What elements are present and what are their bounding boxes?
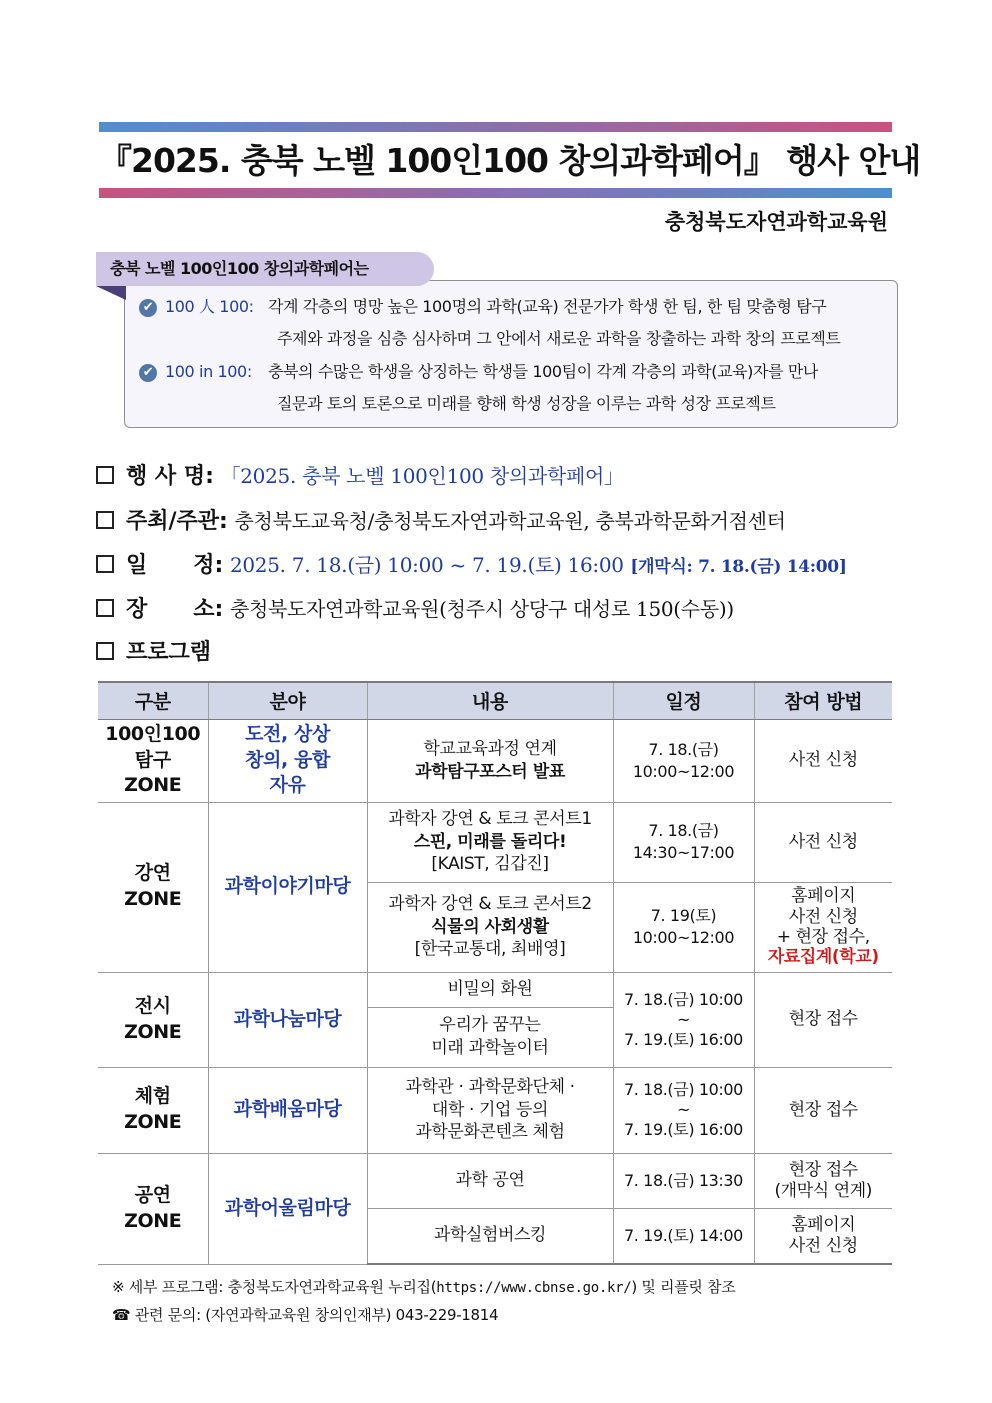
field-cell: 과학나눔마당 <box>208 972 367 1067</box>
zone-label: 100인100 <box>105 723 201 746</box>
intro-item-key: 100 人 100: <box>165 297 254 316</box>
intro-box <box>124 280 898 428</box>
table-row <box>98 972 892 1007</box>
page-title: 『2025. 충북 노벨 100인100 창의과학페어』 행사 안내 <box>99 141 921 180</box>
title-top-bar <box>99 122 892 132</box>
table-row <box>98 719 892 802</box>
content-text: 과학탐구포스터 발표 <box>415 761 565 782</box>
info-event-name <box>96 459 624 490</box>
schedule-text: ~ <box>676 1009 690 1029</box>
intro-item-desc: 충북의 수많은 학생을 상징하는 학생들 100팀이 각계 각층의 과학(교육)자를 만나 <box>268 362 818 381</box>
table-header: 분야 <box>208 682 367 719</box>
content-text: 과학관 · 과학문화단체 · <box>405 1076 575 1097</box>
field-cell: 과학어울림마당 <box>208 1153 367 1264</box>
checkbox-square-icon <box>96 466 114 484</box>
website-link[interactable]: https://www.cbnse.go.kr/ <box>436 1280 632 1296</box>
schedule-text: 7. 18.(금) <box>648 739 719 759</box>
content-cell: 과학 공연 <box>367 1153 613 1208</box>
schedule-text: ~ <box>676 1100 690 1119</box>
schedule-text: 10:00~12:00 <box>632 928 735 947</box>
zone-label: 강연 <box>134 862 171 885</box>
method-text: 사전 신청 <box>788 1235 858 1256</box>
method-cell <box>754 882 892 972</box>
schedule-cell: 7. 19.(토) 14:00 <box>613 1208 754 1264</box>
content-text: [한국교통대, 최배영] <box>414 939 566 960</box>
zone-label: 공연 <box>134 1183 171 1206</box>
field-cell: 과학이야기마당 <box>208 802 367 972</box>
method-text: 현장 접수 <box>788 1160 858 1181</box>
checkbox-square-icon <box>96 599 114 617</box>
table-header: 참여 방법 <box>754 682 892 719</box>
info-label: 행 사 명: <box>126 464 214 489</box>
method-cell: 현장 접수 <box>754 972 892 1067</box>
info-date <box>96 548 847 579</box>
detail-program-note <box>112 1276 735 1297</box>
content-text: 식물의 사회생활 <box>431 916 549 937</box>
method-text-highlight: 자료집계(학교) <box>767 947 879 968</box>
table-header-row <box>98 682 892 719</box>
content-text: 대학 · 기업 등의 <box>431 1099 549 1120</box>
field-cell: 과학배움마당 <box>208 1067 367 1153</box>
content-text: 학교교육과정 연계 <box>423 738 557 759</box>
zone-label: 전시 <box>134 994 171 1017</box>
field-label: 창의, 융합 <box>245 748 330 771</box>
organization-name: 충청북도자연과학교육원 <box>664 209 888 234</box>
zone-label: 탐구 <box>134 748 171 771</box>
info-value: 충청북도자연과학교육원(청주시 상당구 대성로 150(수동)) <box>229 597 734 621</box>
checkbox-square-icon <box>96 642 114 660</box>
schedule-text: 10:00~12:00 <box>632 761 735 781</box>
zone-label: ZONE <box>124 1020 182 1043</box>
content-cell <box>367 882 613 972</box>
schedule-text: 7. 18.(금) 10:00 <box>624 989 743 1009</box>
method-cell: 사전 신청 <box>754 719 892 802</box>
info-host <box>96 504 786 535</box>
info-place <box>96 592 734 623</box>
content-text: 과학문화콘텐츠 체험 <box>415 1122 565 1143</box>
content-cell: 비밀의 화원 <box>367 972 613 1007</box>
intro-item <box>139 359 818 382</box>
method-text: 홈페이지 <box>791 886 856 907</box>
table-row <box>98 1067 892 1153</box>
info-label: 장 소: <box>126 597 224 622</box>
content-cell <box>367 802 613 882</box>
zone-label: ZONE <box>124 1209 182 1232</box>
zone-label: 체험 <box>134 1085 171 1108</box>
method-text: 홈페이지 <box>791 1215 856 1236</box>
info-label: 일 정: <box>126 553 224 578</box>
zone-cell <box>98 972 208 1067</box>
zone-label: ZONE <box>124 774 182 797</box>
intro-tab-fold <box>96 286 126 300</box>
schedule-cell <box>613 802 754 882</box>
table-header: 구분 <box>98 682 208 719</box>
zone-cell <box>98 802 208 972</box>
schedule-text: 7. 18.(금) <box>648 821 719 841</box>
table-row <box>98 1153 892 1208</box>
zone-cell <box>98 1067 208 1153</box>
content-text: 과학자 강연 & 토크 콘서트2 <box>388 893 592 914</box>
zone-cell <box>98 719 208 802</box>
intro-item-desc-cont: 주제와 과정을 심층 심사하며 그 안에서 새로운 과학을 창출하는 과학 창의 프로젝트 <box>277 329 841 348</box>
intro-item-desc: 각계 각층의 명망 높은 100명의 과학(교육) 전문가가 학생 한 팀, 한 팀 맞춤형 탐구 <box>268 297 827 316</box>
intro-item-desc-cont: 질문과 토의 토론으로 미래를 향해 학생 성장을 이루는 과학 성장 프로젝트 <box>277 394 776 413</box>
info-value: 2025. 7. 18.(금) 10:00 ~ 7. 19.(토) 16:00 <box>229 553 624 577</box>
method-text: 사전 신청 <box>788 906 858 927</box>
schedule-cell <box>613 882 754 972</box>
checkbox-square-icon <box>96 555 114 573</box>
schedule-cell <box>613 1067 754 1153</box>
content-text: 과학자 강연 & 토크 콘서트1 <box>388 808 592 829</box>
content-cell <box>367 1067 613 1153</box>
title-bottom-bar <box>99 188 892 198</box>
info-value: 「2025. 충북 노벨 100인100 창의과학페어」 <box>220 464 624 488</box>
check-icon: ✔ <box>139 364 157 382</box>
info-program <box>96 635 211 666</box>
content-text: [KAIST, 김갑진] <box>431 854 549 875</box>
field-label: 도전, 상상 <box>245 723 330 746</box>
table-header: 일정 <box>613 682 754 719</box>
schedule-cell <box>613 972 754 1067</box>
schedule-text: 7. 19(토) <box>650 906 717 926</box>
program-table <box>98 681 892 1265</box>
table-row <box>98 802 892 882</box>
intro-item <box>139 294 826 317</box>
check-icon: ✔ <box>139 299 157 317</box>
note-text: ※ 세부 프로그램: 충청북도자연과학교육원 누리집( <box>112 1278 437 1296</box>
content-cell <box>367 719 613 802</box>
method-cell: 사전 신청 <box>754 802 892 882</box>
method-text: (개막식 연계) <box>774 1180 873 1201</box>
zone-cell <box>98 1153 208 1264</box>
field-cell <box>208 719 367 802</box>
schedule-text: 7. 19.(토) 16:00 <box>624 1120 743 1139</box>
content-text: 스핀, 미래를 돌리다! <box>413 831 567 852</box>
method-cell <box>754 1208 892 1264</box>
schedule-text: 7. 19.(토) 16:00 <box>624 1029 743 1049</box>
schedule-text: 7. 18.(금) 10:00 <box>624 1080 743 1099</box>
field-label: 자유 <box>269 774 306 797</box>
zone-label: ZONE <box>124 1111 182 1133</box>
content-cell <box>367 1007 613 1067</box>
info-date-note: [개막식: 7. 18.(금) 14:00] <box>630 557 847 577</box>
content-text: 우리가 꿈꾸는 <box>439 1015 541 1036</box>
info-value: 충청북도교육청/충청북도자연과학교육원, 충북과학문화거점센터 <box>234 509 786 533</box>
schedule-cell: 7. 18.(금) 13:30 <box>613 1153 754 1208</box>
schedule-text: 14:30~17:00 <box>632 843 735 862</box>
content-text: 미래 과학놀이터 <box>431 1038 549 1058</box>
method-cell: 현장 접수 <box>754 1067 892 1153</box>
info-label: 주최/주관: <box>126 509 228 534</box>
intro-heading: 충북 노벨 100인100 창의과학페어는 <box>96 252 434 286</box>
info-label: 프로그램 <box>126 640 212 665</box>
table-header: 내용 <box>367 682 613 719</box>
intro-item-key: 100 in 100: <box>165 362 252 381</box>
contact-note: ☎ 관련 문의: (자연과학교육원 창의인재부) 043-229-1814 <box>112 1306 499 1324</box>
content-cell: 과학실험버스킹 <box>367 1208 613 1264</box>
zone-label: ZONE <box>124 888 182 910</box>
checkbox-square-icon <box>96 511 114 529</box>
method-cell <box>754 1153 892 1208</box>
note-text: ) 및 리플릿 참조 <box>631 1278 736 1296</box>
schedule-cell <box>613 719 754 802</box>
method-text: + 현장 접수, <box>776 927 870 947</box>
